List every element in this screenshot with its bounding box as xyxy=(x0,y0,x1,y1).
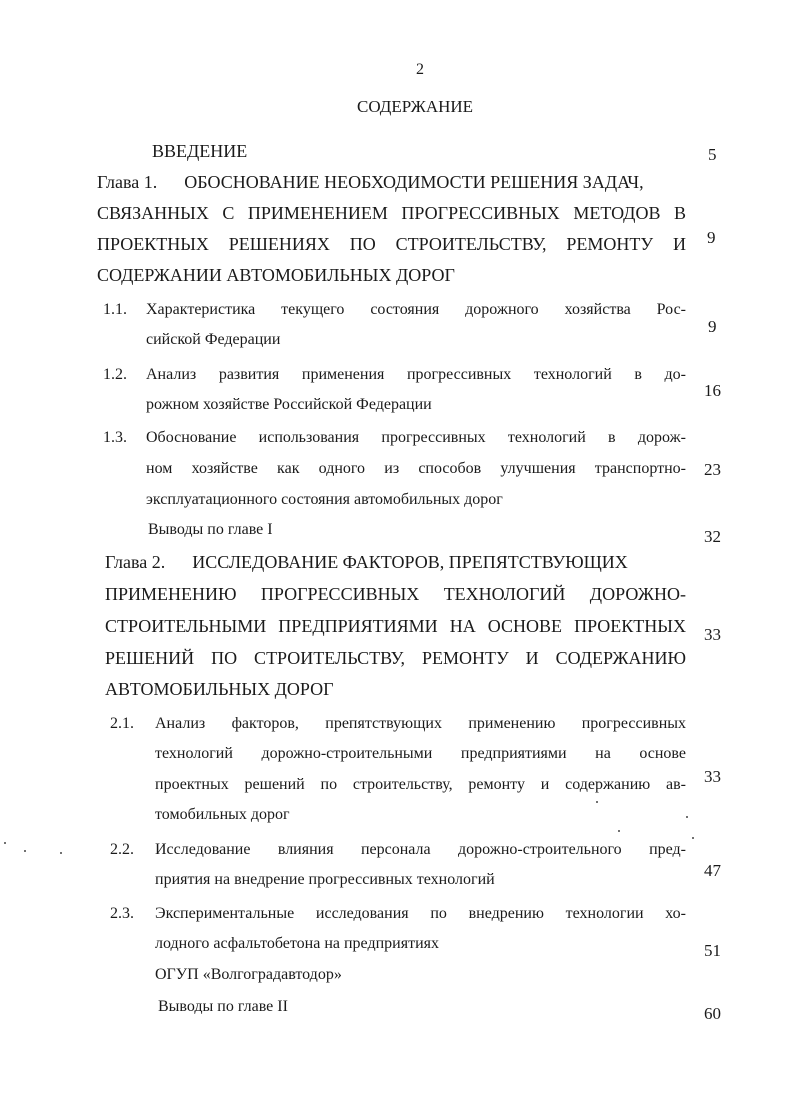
toc-concl2-page: 60 xyxy=(704,1004,721,1023)
toc-ch2-line-2: ПРИМЕНЕНИЮ ПРОГРЕССИВНЫХ ТЕХНОЛОГИЙ ДОРОЖНО- xyxy=(105,584,686,604)
scan-speck xyxy=(4,842,6,844)
toc-ch1-line-2: СВЯЗАННЫХ С ПРИМЕНЕНИЕМ ПРОГРЕССИВНЫХ МЕТОДОВ В xyxy=(97,203,686,223)
toc-s2-2-page: 47 xyxy=(704,861,721,880)
toc-s2-2-number: 2.2. xyxy=(110,841,134,858)
toc-s2-1-line-3: проектных решений по строительству, ремонту и содержанию ав- xyxy=(155,776,686,793)
toc-ch2-line-4: РЕШЕНИЙ ПО СТРОИТЕЛЬСТВУ, РЕМОНТУ И СОДЕРЖАНИЮ xyxy=(105,648,686,668)
toc-s1-1-line-2: сийской Федерации xyxy=(146,331,281,348)
toc-intro-page: 5 xyxy=(708,145,717,164)
scan-speck xyxy=(24,850,26,852)
toc-s2-3-line-2: лодного асфальтобетона на предприятиях xyxy=(155,935,439,952)
scan-speck xyxy=(692,837,694,839)
toc-s1-1-page: 9 xyxy=(708,317,717,336)
toc-concl1-label: Выводы по главе I xyxy=(148,521,273,538)
toc-s2-3-page: 51 xyxy=(704,941,721,960)
toc-s2-1-line-4: томобильных дорог xyxy=(155,806,290,823)
toc-intro-label: ВВЕДЕНИЕ xyxy=(152,141,248,161)
toc-ch1-line-1: Глава 1. ОБОСНОВАНИЕ НЕОБХОДИМОСТИ РЕШЕНИЯ ЗАДАЧ, xyxy=(97,172,644,192)
toc-ch2-line-3: СТРОИТЕЛЬНЫМИ ПРЕДПРИЯТИЯМИ НА ОСНОВЕ ПРОЕКТНЫХ xyxy=(105,616,686,636)
toc-s1-3-line-1: Обоснование использования прогрессивных технологий в дорож- xyxy=(146,429,686,446)
toc-s1-3-line-2: ном хозяйстве как одного из способов улучшения транспортно- xyxy=(146,460,686,477)
toc-s1-1-number: 1.1. xyxy=(103,301,127,318)
toc-ch1-page: 9 xyxy=(707,228,716,247)
toc-concl2-label: Выводы по главе II xyxy=(158,998,288,1015)
toc-ch2-line-1: Глава 2. ИССЛЕДОВАНИЕ ФАКТОРОВ, ПРЕПЯТСТВУЮЩИХ xyxy=(105,552,628,572)
toc-s2-1-number: 2.1. xyxy=(110,715,134,732)
toc-s1-3-page: 23 xyxy=(704,460,721,479)
toc-s1-2-number: 1.2. xyxy=(103,366,127,383)
toc-s1-1-line-1: Характеристика текущего состояния дорожного хозяйства Рос- xyxy=(146,301,686,318)
toc-s2-1-line-1: Анализ факторов, препятствующих применению прогрессивных xyxy=(155,715,686,732)
toc-s2-2-line-1: Исследование влияния персонала дорожно-строительного пред- xyxy=(155,841,686,858)
toc-s2-1-page: 33 xyxy=(704,767,721,786)
toc-s2-3-line-3: ОГУП «Волгоградавтодор» xyxy=(155,966,342,983)
toc-s2-3-number: 2.3. xyxy=(110,905,134,922)
scan-speck xyxy=(60,852,62,854)
scan-speck xyxy=(618,830,620,832)
toc-ch2-line-5: АВТОМОБИЛЬНЫХ ДОРОГ xyxy=(105,679,334,699)
scan-speck xyxy=(596,801,598,803)
toc-concl1-page: 32 xyxy=(704,527,721,546)
toc-s2-3-line-1: Экспериментальные исследования по внедрению технологии хо- xyxy=(155,905,686,922)
toc-title: СОДЕРЖАНИЕ xyxy=(357,97,474,116)
toc-s1-3-line-3: эксплуатационного состояния автомобильных дорог xyxy=(146,491,503,508)
scan-speck xyxy=(686,816,688,818)
toc-s2-1-line-2: технологий дорожно-строительными предприятиями на основе xyxy=(155,745,686,762)
toc-s1-2-line-2: рожном хозяйстве Российской Федерации xyxy=(146,396,432,413)
toc-s2-2-line-2: приятия на внедрение прогрессивных технологий xyxy=(155,871,495,888)
toc-ch1-line-3: ПРОЕКТНЫХ РЕШЕНИЯХ ПО СТРОИТЕЛЬСТВУ, РЕМОНТУ И xyxy=(97,234,686,254)
toc-s1-2-line-1: Анализ развития применения прогрессивных технологий в до- xyxy=(146,366,686,383)
toc-ch2-page: 33 xyxy=(704,625,721,644)
toc-s1-2-page: 16 xyxy=(704,381,721,400)
page-number: 2 xyxy=(416,61,424,78)
toc-ch1-line-4: СОДЕРЖАНИИ АВТОМОБИЛЬНЫХ ДОРОГ xyxy=(97,265,455,285)
toc-s1-3-number: 1.3. xyxy=(103,429,127,446)
